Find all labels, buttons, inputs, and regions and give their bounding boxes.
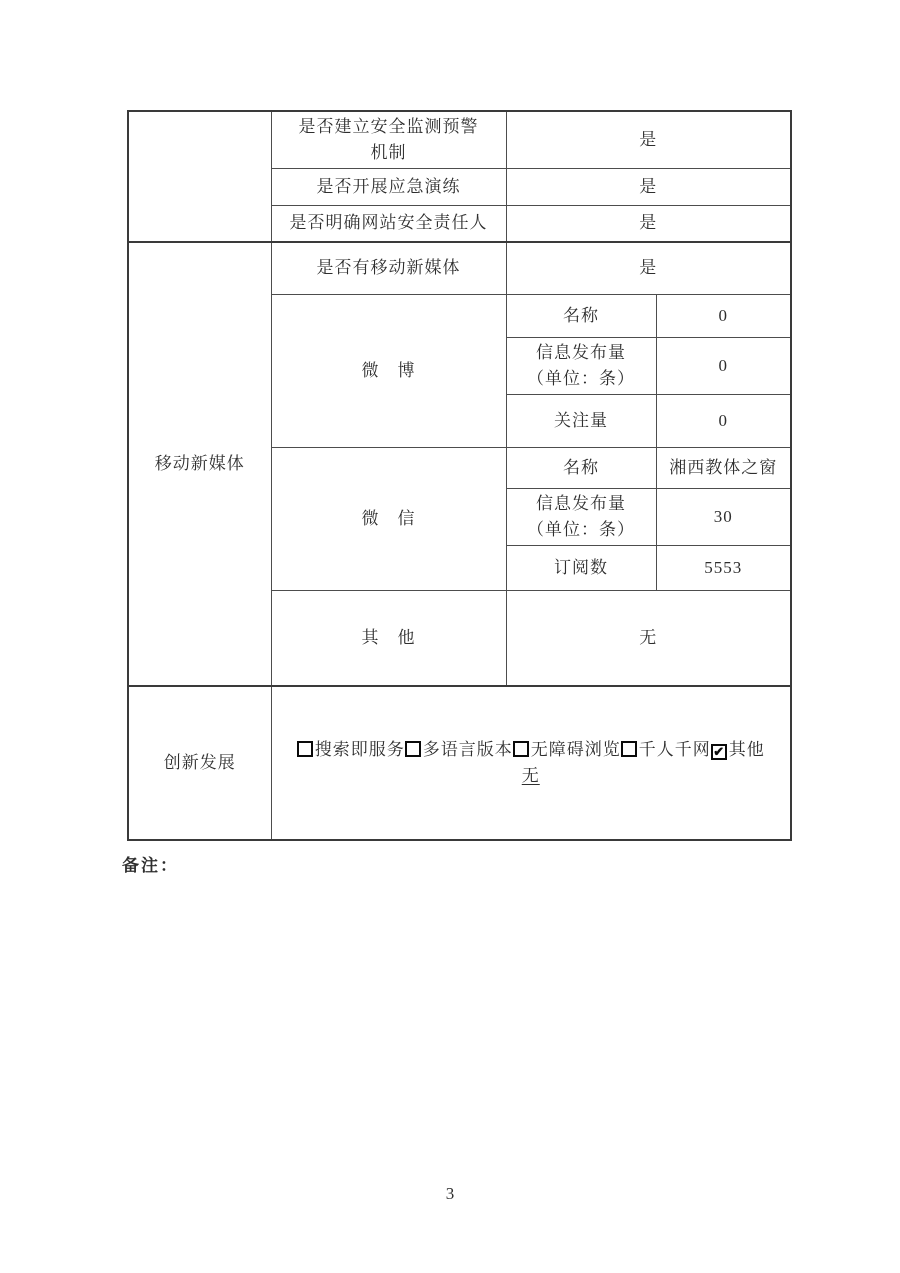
checkbox-icon <box>621 741 637 757</box>
row-label-security-monitor: 是否建立安全监测预警 机制 <box>271 111 506 169</box>
row-value-wechat-posts: 30 <box>656 489 791 546</box>
row-value-wechat-name: 湘西教体之窗 <box>656 448 791 489</box>
section-label-mobile-media: 移动新媒体 <box>128 242 271 686</box>
innovation-option <box>621 740 711 759</box>
innovation-option <box>513 740 621 759</box>
innovation-option-label: 千人千网 <box>638 739 711 759</box>
checkbox-icon <box>513 741 529 757</box>
row-value-other-media: 无 <box>506 591 791 686</box>
notes-label: 备注： <box>122 856 179 875</box>
innovation-option-label: 其他 <box>728 739 765 759</box>
group-label-wechat: 微 信 <box>271 448 506 591</box>
row-label-security-officer: 是否明确网站安全责任人 <box>271 206 506 242</box>
row-value-emergency-drill: 是 <box>506 169 791 206</box>
row-value-weibo-name: 0 <box>656 295 791 338</box>
innovation-option-label: 搜索即服务 <box>314 739 405 759</box>
innovation-option-label: 多语言版本 <box>422 739 513 759</box>
row-label-weibo-followers: 关注量 <box>506 395 656 448</box>
row-label-wechat-posts: 信息发布量 （单位：条） <box>506 489 656 546</box>
innovation-option <box>405 740 513 759</box>
checkbox-icon <box>297 741 313 757</box>
row-label-wechat-name: 名称 <box>506 448 656 489</box>
row-value-has-mobile-media: 是 <box>506 242 791 295</box>
row-value-weibo-followers: 0 <box>656 395 791 448</box>
group-label-weibo: 微 博 <box>271 295 506 448</box>
row-value-wechat-subscribers: 5553 <box>656 546 791 591</box>
row-value-weibo-posts: 0 <box>656 338 791 395</box>
report-table <box>127 110 792 841</box>
row-label-has-mobile-media: 是否有移动新媒体 <box>271 242 506 295</box>
checkbox-icon <box>405 741 421 757</box>
section-label-innovation: 创新发展 <box>128 686 271 840</box>
page-number: 3 <box>445 1184 455 1203</box>
row-label-weibo-posts: 信息发布量 （单位：条） <box>506 338 656 395</box>
innovation-cell <box>271 686 791 840</box>
innovation-options <box>276 737 787 763</box>
innovation-option-label: 无障碍浏览 <box>530 739 621 759</box>
row-value-security-officer: 是 <box>506 206 791 242</box>
innovation-option <box>297 740 405 759</box>
row-label-emergency-drill: 是否开展应急演练 <box>271 169 506 206</box>
empty-section-cell <box>128 111 271 242</box>
row-value-security-monitor: 是 <box>506 111 791 169</box>
innovation-other-value: 无 <box>521 765 540 785</box>
innovation-option <box>711 740 765 759</box>
checkbox-checked-icon: ✔ <box>711 744 727 760</box>
row-label-wechat-subscribers: 订阅数 <box>506 546 656 591</box>
row-label-weibo-name: 名称 <box>506 295 656 338</box>
group-label-other-media: 其 他 <box>271 591 506 686</box>
